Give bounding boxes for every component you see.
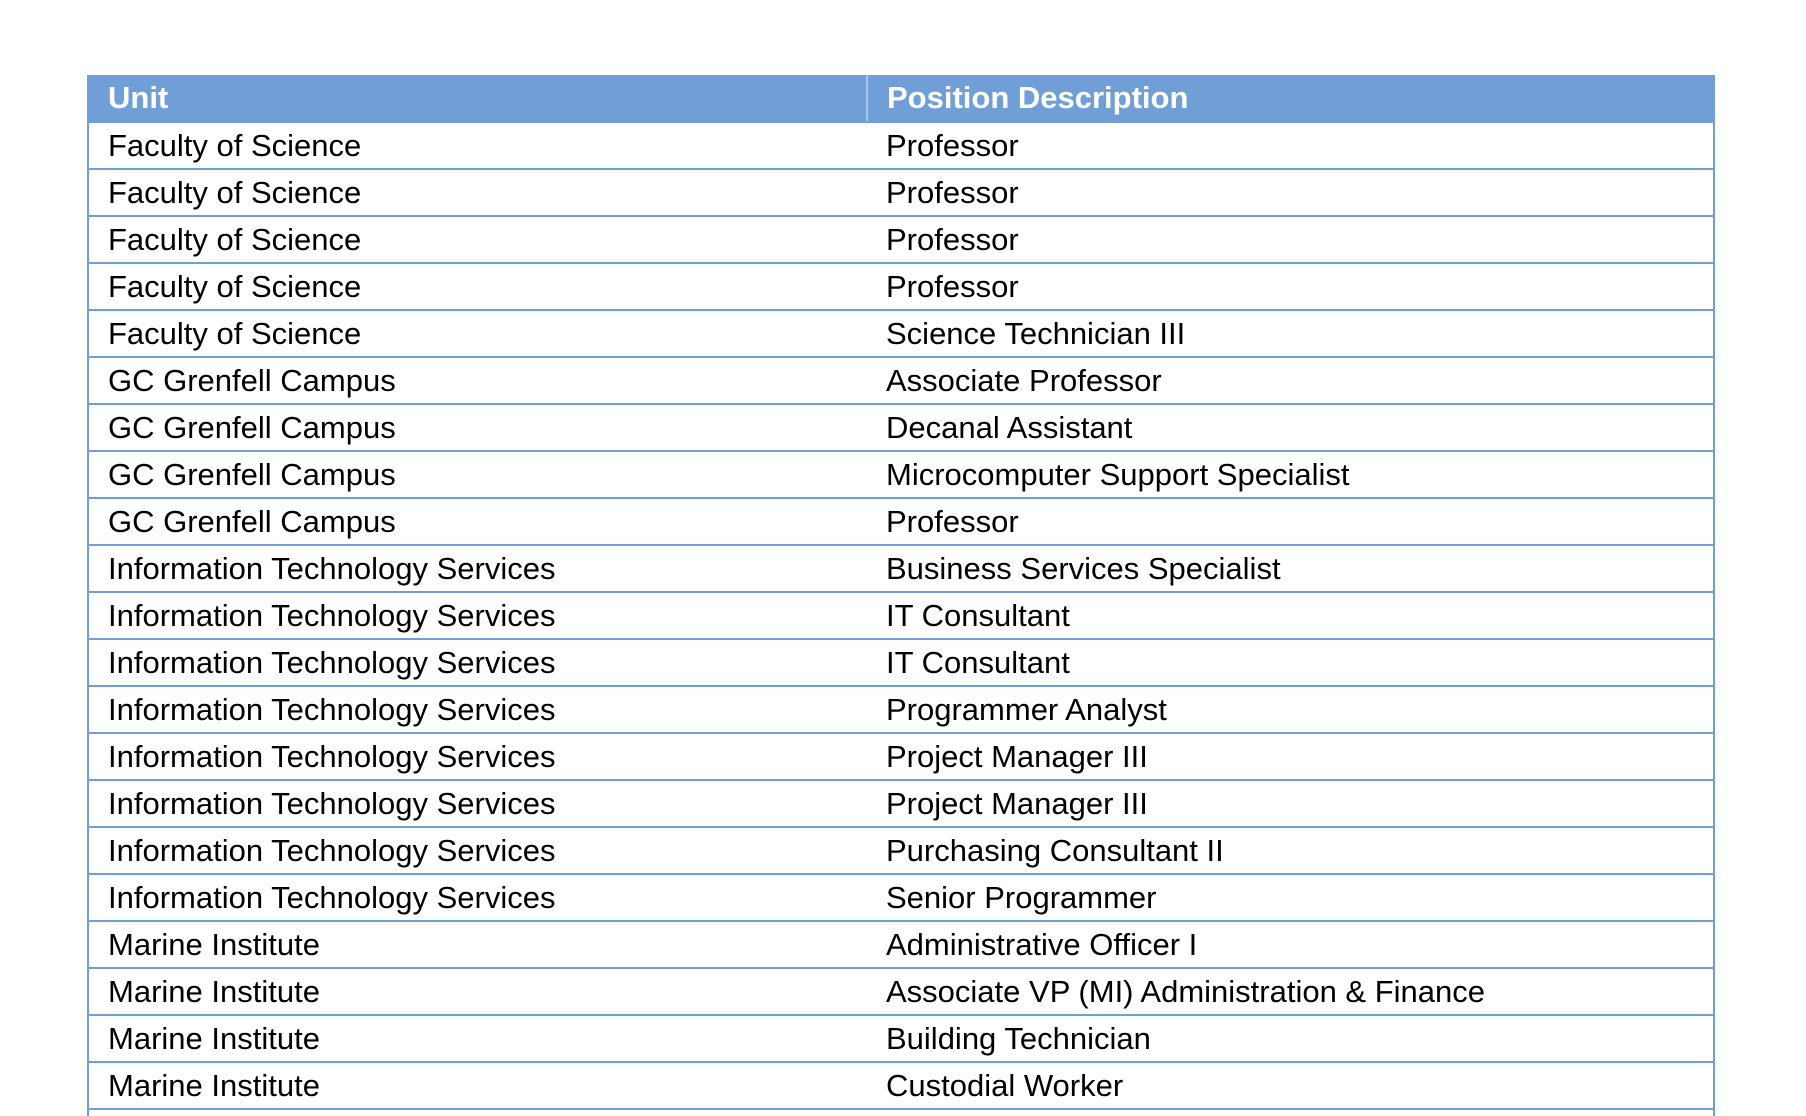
table-row xyxy=(89,733,1713,780)
table-row xyxy=(89,451,1713,498)
position-cell: Microcomputer Support Specialist xyxy=(867,451,1713,498)
positions-table-container xyxy=(87,75,1715,1116)
unit-cell: GC Grenfell Campus xyxy=(89,498,867,545)
header-row xyxy=(89,75,1713,122)
unit-cell: Information Technology Services xyxy=(89,545,867,592)
position-cell: Professor xyxy=(867,122,1713,169)
table-row xyxy=(89,545,1713,592)
unit-cell: Information Technology Services xyxy=(89,686,867,733)
table-body xyxy=(89,122,1713,1109)
position-cell: Administrative Officer I xyxy=(867,921,1713,968)
table-row xyxy=(89,827,1713,874)
unit-cell: Information Technology Services xyxy=(89,639,867,686)
unit-cell: Information Technology Services xyxy=(89,780,867,827)
table-row xyxy=(89,310,1713,357)
table-row xyxy=(89,498,1713,545)
position-cell: Science Technician III xyxy=(867,310,1713,357)
position-cell: Purchasing Consultant II xyxy=(867,827,1713,874)
table-row xyxy=(89,780,1713,827)
unit-cell: Marine Institute xyxy=(89,1015,867,1062)
column-header-unit: Unit xyxy=(89,75,867,122)
position-cell: Business Services Specialist xyxy=(867,545,1713,592)
position-cell: Project Manager III xyxy=(867,780,1713,827)
unit-cell: Information Technology Services xyxy=(89,874,867,921)
table-row xyxy=(89,216,1713,263)
table-row xyxy=(89,1015,1713,1062)
position-cell: Associate Professor xyxy=(867,357,1713,404)
positions-table xyxy=(89,75,1713,1110)
position-cell: Professor xyxy=(867,169,1713,216)
position-cell: Project Manager III xyxy=(867,733,1713,780)
unit-cell: GC Grenfell Campus xyxy=(89,451,867,498)
unit-cell: Faculty of Science xyxy=(89,310,867,357)
table-row xyxy=(89,404,1713,451)
unit-cell: Information Technology Services xyxy=(89,592,867,639)
table-row xyxy=(89,169,1713,216)
table-row xyxy=(89,592,1713,639)
table-row xyxy=(89,263,1713,310)
unit-cell: Marine Institute xyxy=(89,1062,867,1109)
unit-cell: Faculty of Science xyxy=(89,263,867,310)
table-row xyxy=(89,968,1713,1015)
position-cell: Senior Programmer xyxy=(867,874,1713,921)
position-cell: IT Consultant xyxy=(867,592,1713,639)
position-cell: Building Technician xyxy=(867,1015,1713,1062)
position-cell: Professor xyxy=(867,498,1713,545)
table-row xyxy=(89,874,1713,921)
column-header-position: Position Description xyxy=(867,75,1713,122)
position-cell: IT Consultant xyxy=(867,639,1713,686)
unit-cell: Faculty of Science xyxy=(89,216,867,263)
position-cell: Professor xyxy=(867,216,1713,263)
unit-cell: Information Technology Services xyxy=(89,733,867,780)
unit-cell: Faculty of Science xyxy=(89,169,867,216)
position-cell: Programmer Analyst xyxy=(867,686,1713,733)
unit-cell: GC Grenfell Campus xyxy=(89,357,867,404)
position-cell: Custodial Worker xyxy=(867,1062,1713,1109)
position-cell: Professor xyxy=(867,263,1713,310)
table-row xyxy=(89,122,1713,169)
position-cell: Associate VP (MI) Administration & Finance xyxy=(867,968,1713,1015)
position-cell: Decanal Assistant xyxy=(867,404,1713,451)
table-row xyxy=(89,357,1713,404)
table-row xyxy=(89,1062,1713,1109)
unit-cell: Marine Institute xyxy=(89,968,867,1015)
unit-cell: GC Grenfell Campus xyxy=(89,404,867,451)
table-header xyxy=(89,75,1713,122)
unit-cell: Information Technology Services xyxy=(89,827,867,874)
table-row xyxy=(89,921,1713,968)
unit-cell: Marine Institute xyxy=(89,921,867,968)
unit-cell: Faculty of Science xyxy=(89,122,867,169)
table-row xyxy=(89,686,1713,733)
table-row xyxy=(89,639,1713,686)
